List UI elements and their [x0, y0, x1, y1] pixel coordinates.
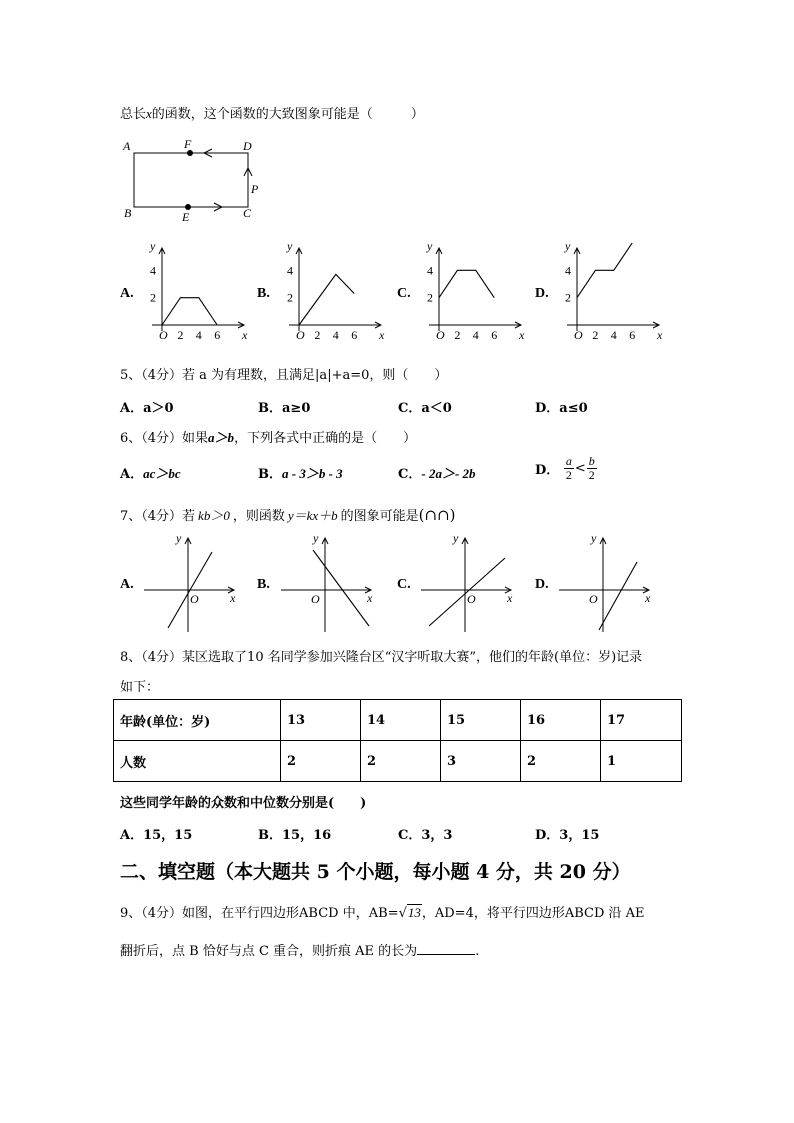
function-line: [313, 550, 369, 626]
q8-option-b: B．15，16: [258, 828, 332, 843]
origin-label: O: [159, 328, 168, 342]
sqrt-value: 13: [407, 905, 421, 920]
y-tick-label: 4: [150, 263, 156, 278]
q7-option-letter: C.: [397, 577, 411, 592]
q4-option-letter: C.: [397, 286, 411, 301]
label-e: E: [182, 210, 190, 224]
y-axis-label: y: [565, 240, 571, 253]
table-cell: 14: [361, 700, 441, 741]
y-axis-label: y: [427, 240, 433, 253]
x-tick-label: 2: [314, 328, 321, 342]
x-tick-label: 6: [351, 328, 358, 342]
q8-stem-2: 如下：: [120, 680, 160, 695]
table-row: [114, 700, 682, 741]
x-axis-label: x: [519, 328, 525, 342]
table-cell: 15: [441, 700, 521, 741]
table-cell: 1: [601, 741, 682, 782]
q4-stem: [120, 103, 424, 122]
x-tick-label: 2: [177, 328, 184, 342]
origin-label: O: [190, 592, 199, 606]
x-tick-label: 6: [214, 328, 221, 342]
y-tick-label: 2: [427, 290, 433, 305]
q8-option-a: A．15，15: [120, 828, 193, 843]
label-c: C: [243, 206, 252, 220]
q4-option-letter: B.: [257, 286, 270, 301]
y-axis-label: y: [150, 240, 156, 253]
q8-option-d: D．3，15: [535, 828, 600, 843]
table-row: [114, 741, 682, 782]
y-axis-label: y: [453, 531, 459, 545]
table-cell: 2: [281, 741, 361, 782]
table-cell: 人数: [114, 741, 281, 782]
label-f: F: [184, 137, 192, 151]
q7-paren: (∩∩): [418, 506, 456, 524]
y-axis-label: y: [313, 531, 319, 545]
q7-option-letter: D.: [535, 577, 549, 592]
label-p: P: [251, 182, 259, 196]
q4-graph-d: [549, 240, 679, 348]
q4-stem-suffix: 的函数，这个函数的大致图象可能是（: [151, 107, 373, 122]
q6-stem: 6、（4分）如果a＞b，下列各式中正确的是（ ）: [120, 430, 417, 446]
table-cell: 3: [441, 741, 521, 782]
q5-stem: 5、（4分）若 a 为有理数，且满足|a|+a=0，则（ ）: [120, 368, 448, 383]
age-table: [113, 699, 682, 782]
q6-option-a: A．ac＞bc: [120, 466, 181, 482]
q4-graph-a: [134, 240, 264, 348]
q5-option-d-text: a≤0: [559, 401, 588, 416]
function-line: [429, 558, 505, 626]
q4-option-letter: A.: [120, 286, 134, 301]
y-tick-label: 4: [427, 263, 433, 278]
x-axis-label: x: [379, 328, 385, 342]
q4-graph-c: [411, 240, 541, 348]
q7-graph-a: [140, 530, 260, 636]
q7-stem: 7、（4分）若 kb＞0 ，则函数 y＝kx＋b 的图象可能是(∩∩): [120, 506, 456, 524]
q7-option-letter: A.: [120, 577, 134, 592]
rect-abcd: [134, 153, 248, 207]
table-cell: 17: [601, 700, 682, 741]
q5-option-b-text: a≥0: [282, 401, 311, 416]
q4-close: ）: [410, 107, 424, 122]
table-cell: 年龄(单位：岁): [114, 700, 281, 741]
q4-graph-b: [271, 240, 401, 348]
q5-option-b: B．a≥0: [258, 401, 311, 416]
q4-option-letter: D.: [535, 286, 549, 301]
origin-label: O: [296, 328, 305, 342]
table-cell: 16: [521, 700, 601, 741]
q7-graph-b: [277, 530, 397, 636]
y-tick-label: 2: [287, 290, 293, 305]
y-tick-label: 4: [565, 263, 571, 278]
label-d: D: [243, 139, 252, 153]
table-cell: 13: [281, 700, 361, 741]
q4-var: x: [146, 106, 152, 121]
q5-option-a: A．a＞0: [120, 401, 174, 416]
fraction-b-over-2: $\frac{b}{2}$: [588, 454, 595, 482]
x-tick-label: 2: [592, 328, 599, 342]
q7-condition: kb＞0: [198, 508, 230, 523]
q9-line-2: 翻折后，点 B 恰好与点 C 重合，则折痕 AE 的长为 .: [120, 944, 480, 959]
x-axis-label: x: [367, 591, 373, 605]
q9-stem: 9、（4分）如图，在平行四边形ABCD 中，AB=√13，AD=4，将平行四边形ABCD 沿 AE: [120, 905, 645, 921]
x-tick-label: 2: [454, 328, 461, 342]
q5-option-c-text: a＜0: [421, 401, 452, 416]
q6-option-d: D． $\frac{a}{2}$ < $\frac{b}{2}$: [535, 454, 595, 482]
x-tick-label: 4: [610, 328, 617, 342]
function-line: [439, 270, 494, 297]
q7-graph-d: [555, 530, 675, 636]
y-tick-label: 2: [565, 290, 571, 305]
q7-graph-c: [417, 530, 537, 636]
q6-condition: a＞b: [208, 430, 235, 445]
x-tick-label: 6: [629, 328, 636, 342]
x-axis-label: x: [645, 591, 651, 605]
q5-option-c: C．a＜0: [398, 401, 452, 416]
origin-label: O: [589, 592, 598, 606]
y-tick-label: 2: [150, 290, 156, 305]
function-line: [577, 243, 632, 298]
origin-label: O: [436, 328, 445, 342]
x-tick-label: 4: [332, 328, 339, 342]
q7-function: y＝kx＋b: [287, 508, 338, 523]
table-cell: 2: [521, 741, 601, 782]
fraction-a-over-2: $\frac{a}{2}$: [565, 454, 572, 482]
q7-option-letter: B.: [257, 577, 270, 592]
function-line: [162, 298, 217, 325]
y-axis-label: y: [176, 531, 182, 545]
x-tick-label: 6: [491, 328, 498, 342]
label-b: B: [124, 206, 132, 220]
x-tick-label: 4: [472, 328, 479, 342]
x-axis-label: x: [507, 591, 513, 605]
q5-option-a-text: a＞0: [143, 401, 174, 416]
q8-option-c: C．3，3: [398, 828, 453, 843]
q4-stem-prefix: 总长: [120, 107, 147, 122]
q8-question: 这些同学年龄的众数和中位数分别是( ): [120, 796, 367, 811]
x-axis-label: x: [242, 328, 248, 342]
less-than-sign: <: [574, 461, 586, 476]
x-axis-label: x: [230, 591, 236, 605]
answer-blank[interactable]: [417, 942, 475, 955]
origin-label: O: [574, 328, 583, 342]
section-2-title: 二、填空题（本大题共 5 个小题，每小题 4 分，共 20 分）: [120, 861, 631, 883]
label-a: A: [123, 139, 131, 153]
x-axis-label: x: [657, 328, 663, 342]
y-axis-label: y: [591, 531, 597, 545]
origin-label: O: [311, 592, 320, 606]
function-line: [299, 274, 354, 325]
table-cell: 2: [361, 741, 441, 782]
q4-rectangle-figure: [118, 136, 278, 228]
q8-stem: 8、（4分）某区选取了10 名同学参加兴隆台区“汉字听取大赛”，他们的年龄(单位：岁)记录: [120, 650, 643, 665]
q6-option-c: C．- 2a＞- 2b: [398, 466, 476, 482]
y-tick-label: 4: [287, 263, 293, 278]
y-axis-label: y: [287, 240, 293, 253]
function-line: [599, 562, 637, 630]
q5-option-d: D．a≤0: [535, 401, 588, 416]
q6-option-b: B．a - 3＞b - 3: [258, 466, 343, 482]
sqrt-sign: √: [398, 906, 407, 921]
origin-label: O: [467, 592, 476, 606]
x-tick-label: 4: [195, 328, 202, 342]
